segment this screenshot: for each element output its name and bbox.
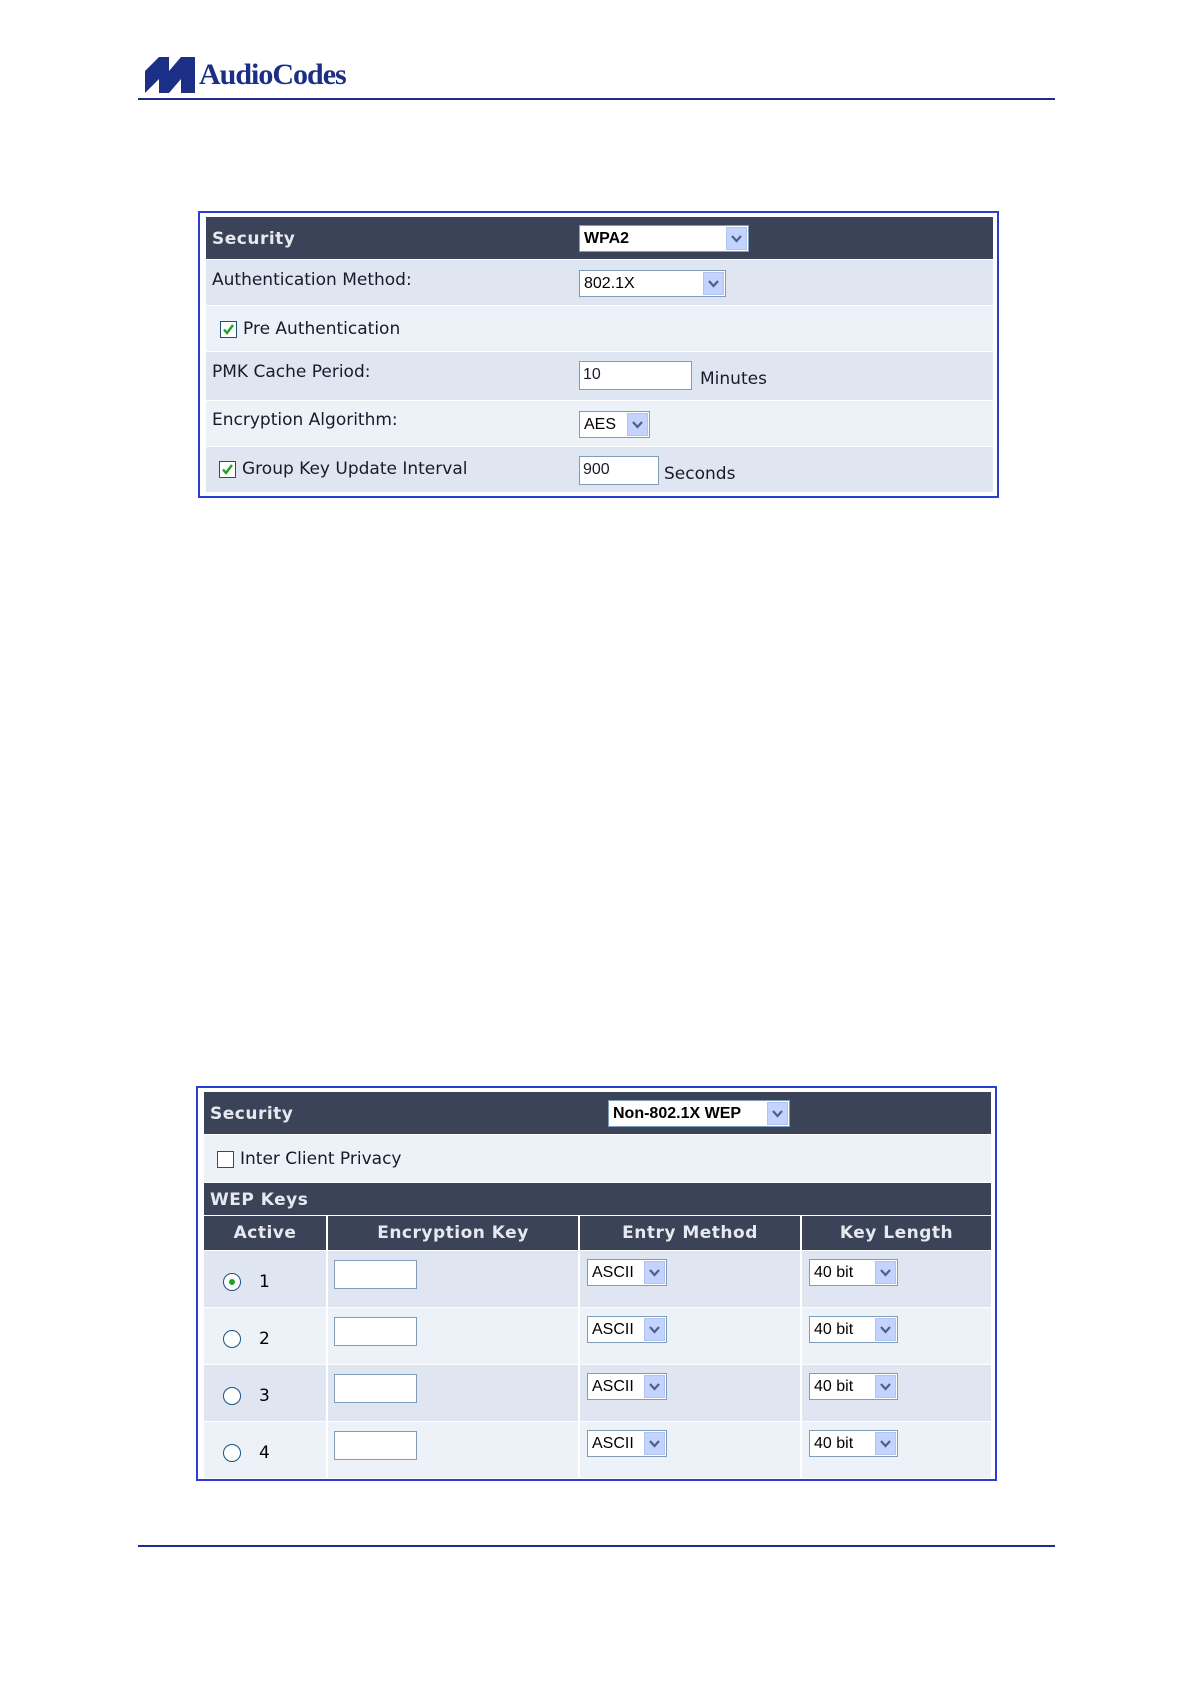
auth-method-row xyxy=(206,260,993,306)
chevron-down-icon xyxy=(875,1375,896,1398)
group-key-label: Group Key Update Interval xyxy=(242,459,468,479)
key-length-value: 40 bit xyxy=(814,1264,854,1281)
key-index: 3 xyxy=(259,1386,270,1406)
group-key-input[interactable]: 900 xyxy=(579,456,659,485)
enc-alg-select[interactable] xyxy=(579,411,650,438)
key-length-value: 40 bit xyxy=(814,1435,854,1452)
group-key-checkbox[interactable] xyxy=(219,461,236,478)
enc-alg-row xyxy=(206,401,993,447)
brand-name: AudioCodes xyxy=(199,58,346,91)
header-rule xyxy=(138,98,1055,100)
security-label: Security xyxy=(212,229,296,249)
key-length-select-1[interactable] xyxy=(809,1259,898,1286)
chevron-down-icon xyxy=(644,1261,665,1284)
table-row xyxy=(204,1364,991,1421)
entry-method-value: ASCII xyxy=(592,1435,634,1452)
enc-alg-label: Encryption Algorithm: xyxy=(212,410,398,430)
auth-method-value: 802.1X xyxy=(584,275,635,292)
active-radio-1[interactable] xyxy=(223,1273,241,1291)
wpa2-security-panel xyxy=(198,211,999,498)
chevron-down-icon xyxy=(644,1432,665,1455)
active-radio-2[interactable] xyxy=(223,1330,241,1348)
key-index: 2 xyxy=(259,1329,270,1349)
icp-checkbox[interactable] xyxy=(217,1151,234,1168)
pmk-row xyxy=(206,352,993,401)
security-select[interactable] xyxy=(579,225,749,252)
key-length-select-3[interactable] xyxy=(809,1373,898,1400)
column-header-key-length: Key Length xyxy=(839,1223,954,1243)
security-select[interactable] xyxy=(608,1100,790,1127)
pmk-label: PMK Cache Period: xyxy=(212,362,371,382)
table-row xyxy=(204,1250,991,1307)
key-length-value: 40 bit xyxy=(814,1321,854,1338)
security-row xyxy=(204,1092,991,1135)
key-length-value: 40 bit xyxy=(814,1378,854,1395)
chevron-down-icon xyxy=(627,413,648,436)
chevron-down-icon xyxy=(644,1318,665,1341)
key-index: 4 xyxy=(259,1443,270,1463)
column-header-active: Active xyxy=(204,1216,328,1250)
wep-keys-row xyxy=(204,1183,991,1216)
chevron-down-icon xyxy=(875,1261,896,1284)
wep-security-panel xyxy=(196,1086,997,1481)
security-row xyxy=(206,217,993,260)
chevron-down-icon xyxy=(875,1318,896,1341)
pre-auth-row xyxy=(206,306,993,352)
wep-table-header xyxy=(204,1216,991,1250)
key-length-select-4[interactable] xyxy=(809,1430,898,1457)
entry-method-select-1[interactable] xyxy=(587,1259,667,1286)
footer-rule xyxy=(138,1545,1055,1547)
table-row xyxy=(204,1421,991,1478)
entry-method-select-2[interactable] xyxy=(587,1316,667,1343)
entry-method-select-3[interactable] xyxy=(587,1373,667,1400)
icp-row xyxy=(204,1135,991,1183)
auth-method-select[interactable] xyxy=(579,270,726,297)
key-length-select-2[interactable] xyxy=(809,1316,898,1343)
pre-auth-checkbox[interactable] xyxy=(220,321,237,338)
security-label: Security xyxy=(210,1104,294,1124)
entry-method-value: ASCII xyxy=(592,1264,634,1281)
auth-method-label: Authentication Method: xyxy=(212,270,412,290)
pre-auth-label: Pre Authentication xyxy=(243,319,401,339)
pmk-unit: Minutes xyxy=(700,369,767,389)
table-row xyxy=(204,1307,991,1364)
entry-method-value: ASCII xyxy=(592,1321,634,1338)
active-radio-4[interactable] xyxy=(223,1444,241,1462)
chevron-down-icon xyxy=(726,227,747,250)
encryption-key-input-1[interactable] xyxy=(334,1260,417,1289)
entry-method-value: ASCII xyxy=(592,1378,634,1395)
chevron-down-icon xyxy=(875,1432,896,1455)
chevron-down-icon xyxy=(767,1102,788,1125)
column-header-encryption-key: Encryption Key xyxy=(328,1216,580,1250)
security-select-value: Non-802.1X WEP xyxy=(613,1105,742,1122)
enc-alg-value: AES xyxy=(584,416,617,433)
encryption-key-input-3[interactable] xyxy=(334,1374,417,1403)
encryption-key-input-2[interactable] xyxy=(334,1317,417,1346)
audiocodes-logo xyxy=(145,56,346,94)
group-key-unit: Seconds xyxy=(664,464,736,484)
chevron-down-icon xyxy=(644,1375,665,1398)
pmk-input[interactable]: 10 xyxy=(579,361,692,390)
icp-label: Inter Client Privacy xyxy=(240,1149,402,1169)
active-radio-3[interactable] xyxy=(223,1387,241,1405)
chevron-down-icon xyxy=(703,272,724,295)
column-header-entry-method: Entry Method xyxy=(580,1216,802,1250)
security-select-value: WPA2 xyxy=(584,230,630,247)
encryption-key-input-4[interactable] xyxy=(334,1431,417,1460)
entry-method-select-4[interactable] xyxy=(587,1430,667,1457)
group-key-row xyxy=(206,447,993,492)
wep-keys-label: WEP Keys xyxy=(210,1190,309,1210)
key-index: 1 xyxy=(259,1272,270,1292)
audiocodes-logo-icon xyxy=(145,57,195,93)
